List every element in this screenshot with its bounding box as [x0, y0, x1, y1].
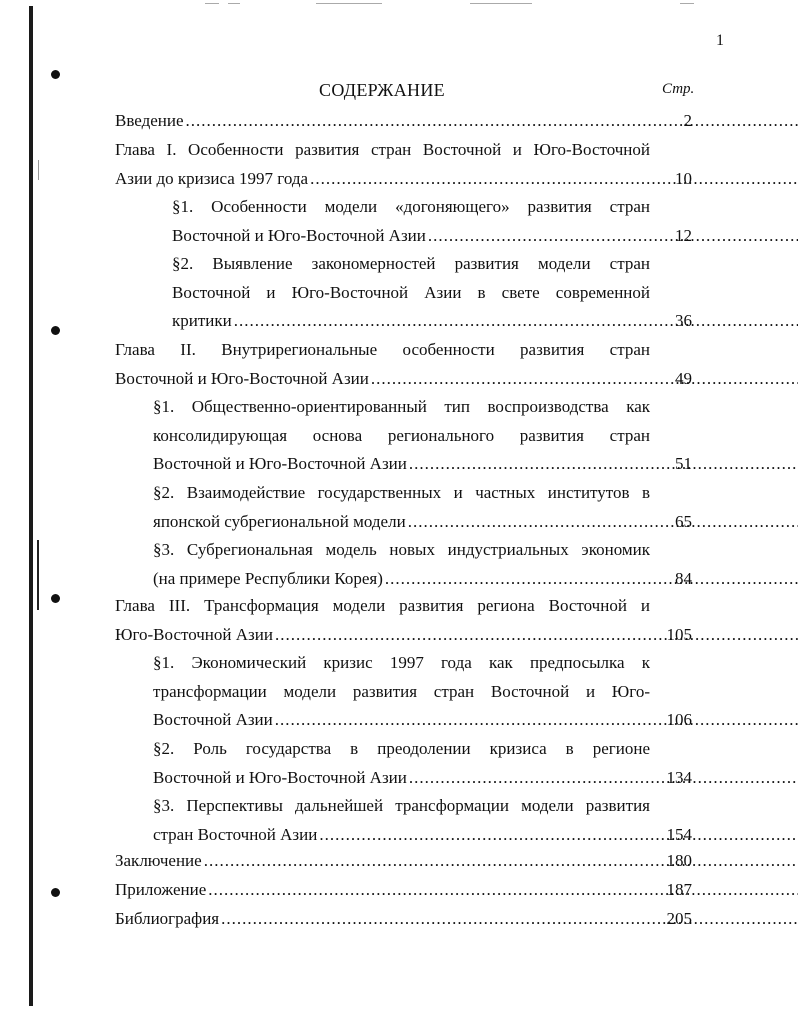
toc-page-number: 180 — [666, 851, 692, 870]
dot-leader — [319, 825, 798, 844]
toc-entry-text: Библиография — [115, 909, 220, 928]
toc-page-number: 12 — [675, 225, 692, 245]
dot-leader — [275, 625, 798, 644]
toc-entry-line: Глава II. Внутрирегиональные особенности развития стран — [115, 340, 650, 359]
dot-leader — [385, 569, 798, 588]
toc-entry-line: Глава III. Трансформация модели развития региона Восточной и — [115, 596, 650, 615]
dot-leader — [234, 311, 798, 330]
toc-entry — [153, 393, 650, 479]
toc-page-number: 51 — [675, 454, 692, 474]
toc-entry-line — [153, 706, 650, 735]
scan-edge-bar — [29, 6, 33, 1006]
toc-entry-text: Юго-Восточной Азии — [115, 624, 273, 644]
toc-entry-line — [115, 165, 650, 194]
toc-entry-text: Восточной и Юго-Восточной Азии — [115, 368, 369, 388]
toc-entry-line — [115, 847, 650, 876]
toc-entry — [115, 905, 650, 934]
scan-top-mark — [316, 3, 382, 4]
toc-page-number: 154 — [666, 824, 692, 844]
binding-hole — [51, 888, 60, 897]
toc-page-number: 2 — [683, 111, 692, 130]
toc-entry-line: консолидирующая основа регионального развития стран — [153, 425, 650, 445]
toc-entry — [153, 792, 650, 849]
binding-hole — [51, 326, 60, 335]
dot-leader — [409, 454, 798, 473]
toc-entry-line — [172, 222, 650, 251]
toc-entry-line — [115, 621, 650, 650]
toc-entry — [153, 735, 650, 792]
toc-entry-line — [153, 508, 650, 537]
toc-entry-text: Восточной и Юго-Восточной Азии — [153, 454, 407, 474]
toc-entry-text: Введение — [115, 111, 184, 130]
toc-entry-line — [115, 905, 650, 934]
toc-entry — [115, 876, 650, 905]
scan-top-mark — [680, 3, 694, 4]
toc-entry — [153, 649, 650, 735]
toc-entry-line: §3. Перспективы дальнейшей трансформации модели развития — [153, 796, 650, 815]
toc-entry-line: §2. Взаимодействие государственных и частных институтов в — [153, 483, 650, 502]
toc-entry-line — [115, 107, 650, 136]
toc-entry — [115, 592, 650, 649]
scan-top-mark — [205, 3, 219, 4]
dot-leader — [409, 768, 798, 787]
scan-scratch — [37, 540, 39, 610]
toc-entry-text: стран Восточной Азии — [153, 824, 318, 844]
toc-entry-line: §2. Роль государства в преодолении кризиса в регионе — [153, 739, 650, 758]
dot-leader — [186, 111, 798, 130]
toc-entry-text: японской субрегиональной модели — [153, 511, 406, 531]
toc-entry-line: Восточной и Юго-Восточной Азии в свете современной — [172, 282, 650, 302]
toc-page-number: 10 — [675, 168, 692, 188]
binding-hole — [51, 594, 60, 603]
toc-entry-line — [153, 565, 650, 594]
toc-entry — [172, 193, 650, 250]
toc-entry-line — [115, 876, 650, 905]
dot-leader — [221, 909, 798, 928]
binding-hole — [51, 70, 60, 79]
toc-entry-text: Восточной и Юго-Восточной Азии — [172, 225, 426, 245]
toc-entry-text: Приложение — [115, 880, 207, 899]
page-number: 1 — [716, 32, 724, 49]
toc-entry — [115, 136, 650, 193]
toc-entry-line: Глава I. Особенности развития стран Восточной и Юго-Восточной — [115, 140, 650, 159]
toc-entry-text: Заключение — [115, 851, 202, 870]
toc-page-number: 84 — [675, 568, 692, 588]
page-column-header: Стр. — [662, 81, 695, 97]
toc-entry — [115, 847, 650, 876]
toc-entry-text: (на примере Республики Корея) — [153, 568, 383, 588]
dot-leader — [408, 512, 798, 531]
toc-page-number: 49 — [675, 368, 692, 388]
toc-page-number: 105 — [666, 624, 692, 644]
toc-entry-text: Восточной Азии — [153, 710, 273, 730]
toc-entry — [172, 250, 650, 336]
toc-entry-line: трансформации модели развития стран Восточной и Юго- — [153, 681, 650, 701]
toc-entry-text: Восточной и Юго-Восточной Азии — [153, 767, 407, 787]
dot-leader — [428, 226, 798, 245]
toc-entry-line: §3. Субрегиональная модель новых индустриальных экономик — [153, 540, 650, 559]
toc-entry-line — [153, 821, 650, 850]
toc-entry-line: §1. Общественно-ориентированный тип воспроизводства как — [153, 397, 650, 416]
toc-entry — [153, 479, 650, 536]
dot-leader — [208, 880, 798, 899]
toc-entry — [115, 336, 650, 393]
toc-entry-line — [153, 764, 650, 793]
toc-page-number: 187 — [666, 880, 692, 899]
dot-leader — [204, 851, 798, 870]
toc-entry-line: §1. Особенности модели «догоняющего» развития стран — [172, 197, 650, 216]
dot-leader — [371, 369, 798, 388]
scan-scratch — [38, 160, 39, 180]
toc-entry-line — [115, 365, 650, 394]
toc-page-number: 36 — [675, 311, 692, 331]
toc-entry-text: Азии до кризиса 1997 года — [115, 168, 309, 188]
dot-leader — [310, 169, 798, 188]
toc-entry-line — [153, 450, 650, 479]
toc-page-number: 205 — [666, 909, 692, 928]
toc-entry-line: §1. Экономический кризис 1997 года как предпосылка к — [153, 653, 650, 672]
dot-leader — [275, 710, 798, 729]
toc-entry — [115, 107, 650, 136]
toc-page-number: 65 — [675, 511, 692, 531]
scan-top-mark — [228, 3, 240, 4]
toc-page-number: 134 — [666, 767, 692, 787]
toc-entry — [153, 536, 650, 593]
toc-entry-line: §2. Выявление закономерностей развития модели стран — [172, 254, 650, 273]
scan-top-mark — [470, 3, 532, 4]
toc-entry-text: критики — [172, 311, 232, 331]
toc-entry-line — [172, 307, 650, 336]
page-title: СОДЕРЖАНИЕ — [319, 80, 445, 100]
toc-page-number: 106 — [666, 710, 692, 730]
